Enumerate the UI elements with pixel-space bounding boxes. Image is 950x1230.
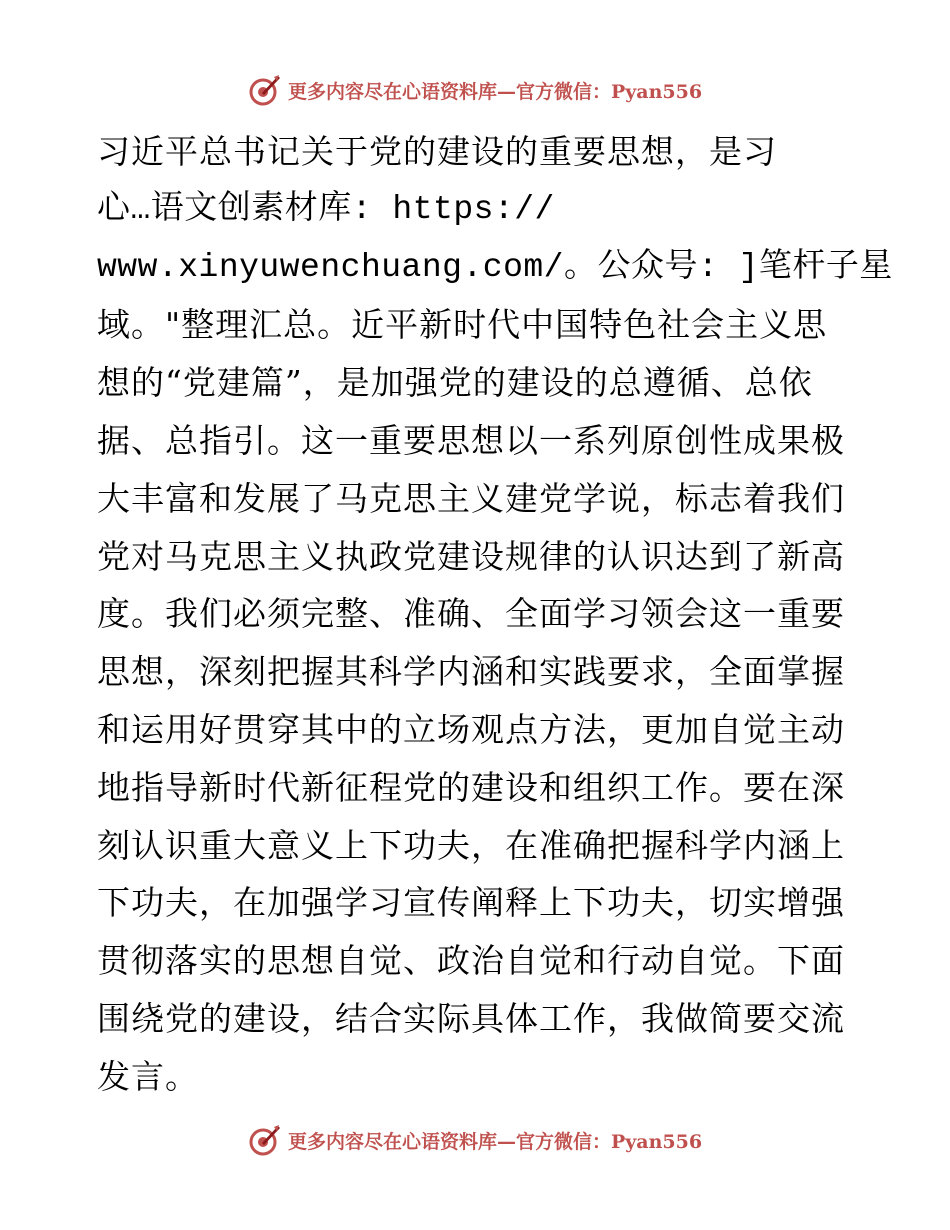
quill-logo-icon <box>248 1123 282 1157</box>
body-line: 和运用好贯穿其中的立场观点方法，更加自觉主动 <box>97 709 845 749</box>
body-line: 域。"整理汇总。近平新时代中国特色社会主义思 <box>97 305 828 345</box>
body-line: 围绕党的建设，结合实际具体工作，我做简要交流 <box>97 998 845 1038</box>
body-line: 习近平总书记关于党的建设的重要思想，是习 <box>97 132 777 171</box>
body-line: 大丰富和发展了马克思主义建党学说，标志着我们 <box>97 478 845 518</box>
footer-banner <box>0 1120 950 1160</box>
body-line: 想的“党建篇”，是加强党的建设的总遵循、总依 <box>97 363 813 403</box>
body-line: 地指导新时代新征程党的建设和组织工作。要在深 <box>97 767 845 807</box>
header-banner <box>0 70 950 110</box>
quill-logo-icon <box>248 73 282 107</box>
body-line: 发言。 <box>97 1056 199 1096</box>
document-body <box>97 123 893 1106</box>
body-line: 贯彻落实的思想自觉、政治自觉和行动自觉。下面 <box>97 941 845 981</box>
body-line: 下功夫，在加强学习宣传阐释上下功夫，切实增强 <box>97 883 845 923</box>
body-line: 党对马克思主义执政党建设规律的认识达到了新高 <box>97 536 845 576</box>
header-banner-text: 更多内容尽在心语资料库—官方微信：Pyan556 <box>287 80 703 103</box>
body-line: 思想，深刻把握其科学内涵和实践要求，全面掌握 <box>97 652 845 692</box>
body-line: 度。我们必须完整、准确、全面学习领会这一重要 <box>97 594 845 634</box>
body-line: 刻认识重大意义上下功夫，在准确把握科学内涵上 <box>97 825 845 865</box>
body-line: 心…语文创素材库: https:// <box>97 190 555 228</box>
body-line: 据、总指引。这一重要思想以一系列原创性成果极 <box>97 420 845 460</box>
body-line: www.xinyuwenchuang.com/。公众号: ]笔杆子星 <box>97 248 893 286</box>
footer-banner-text: 更多内容尽在心语资料库—官方微信：Pyan556 <box>287 1130 703 1153</box>
